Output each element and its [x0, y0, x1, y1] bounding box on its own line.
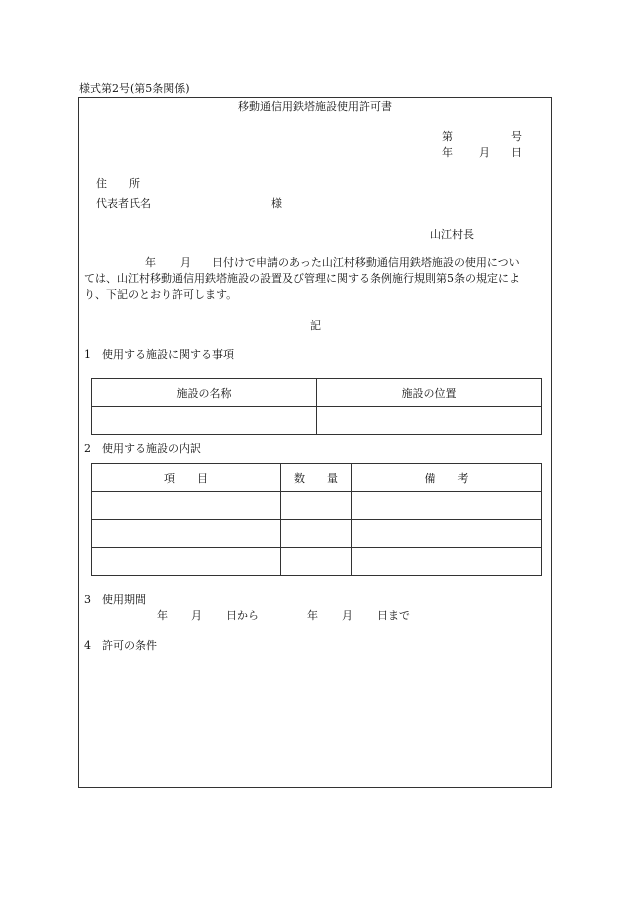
table-header-row [92, 379, 542, 407]
table-row [92, 520, 542, 548]
table-header-cell: 数 量 [281, 464, 352, 492]
table-cell [352, 520, 542, 548]
number-go: 号 [511, 130, 522, 143]
period-from-month: 月 [191, 609, 202, 622]
date-day: 日 [511, 146, 522, 159]
body-line-2: ては、山江村移動通信用鉄塔施設の設置及び管理に関する条例施行規則第5条の規定によ [84, 272, 520, 285]
table-header-cell: 備 考 [352, 464, 542, 492]
honorific-sama: 様 [271, 197, 282, 210]
period-from-year: 年 [157, 609, 168, 622]
issuer-name: 山江村長 [430, 228, 474, 241]
period-to-day: 日まで [377, 609, 410, 622]
period-to-year: 年 [307, 609, 318, 622]
table-cell [352, 492, 542, 520]
section-2-title: 2 使用する施設の内訳 [84, 442, 201, 455]
breakdown-table [91, 463, 542, 576]
table-cell [92, 492, 281, 520]
ki-heading: 記 [310, 319, 321, 332]
table-header-cell: 項 目 [92, 464, 281, 492]
table-cell [317, 407, 542, 435]
section-3-title: 3 使用期間 [84, 593, 146, 606]
table-cell [92, 520, 281, 548]
table-cell [92, 548, 281, 576]
table-header-row [92, 464, 542, 492]
table-cell [281, 548, 352, 576]
table-row [92, 407, 542, 435]
period-to-month: 月 [342, 609, 353, 622]
body-line-3: り、下記のとおり許可します。 [84, 288, 238, 301]
table-cell [281, 520, 352, 548]
section-4-title: 4 許可の条件 [84, 639, 157, 652]
date-month: 月 [479, 146, 490, 159]
number-dai: 第 [442, 130, 453, 143]
body-date-month: 月 [180, 256, 191, 269]
date-year: 年 [442, 146, 453, 159]
table-cell [352, 548, 542, 576]
period-from-day: 日から [226, 609, 259, 622]
form-number-label: 様式第2号(第5条関係) [79, 82, 190, 95]
table-row [92, 492, 542, 520]
document-title: 移動通信用鉄塔施設使用許可書 [238, 100, 392, 113]
table-cell [92, 407, 317, 435]
table-cell [281, 492, 352, 520]
table-row [92, 548, 542, 576]
representative-label: 代表者氏名 [96, 197, 151, 210]
table-header-cell: 施設の名称 [92, 379, 317, 407]
body-line-1: 日付けで申請のあった山江村移動通信用鉄塔施設の使用につい [212, 256, 520, 269]
address-label: 住 所 [96, 177, 140, 190]
table-header-cell: 施設の位置 [317, 379, 542, 407]
facility-table [91, 378, 542, 435]
section-1-title: 1 使用する施設に関する事項 [84, 348, 234, 361]
body-date-year: 年 [145, 256, 156, 269]
